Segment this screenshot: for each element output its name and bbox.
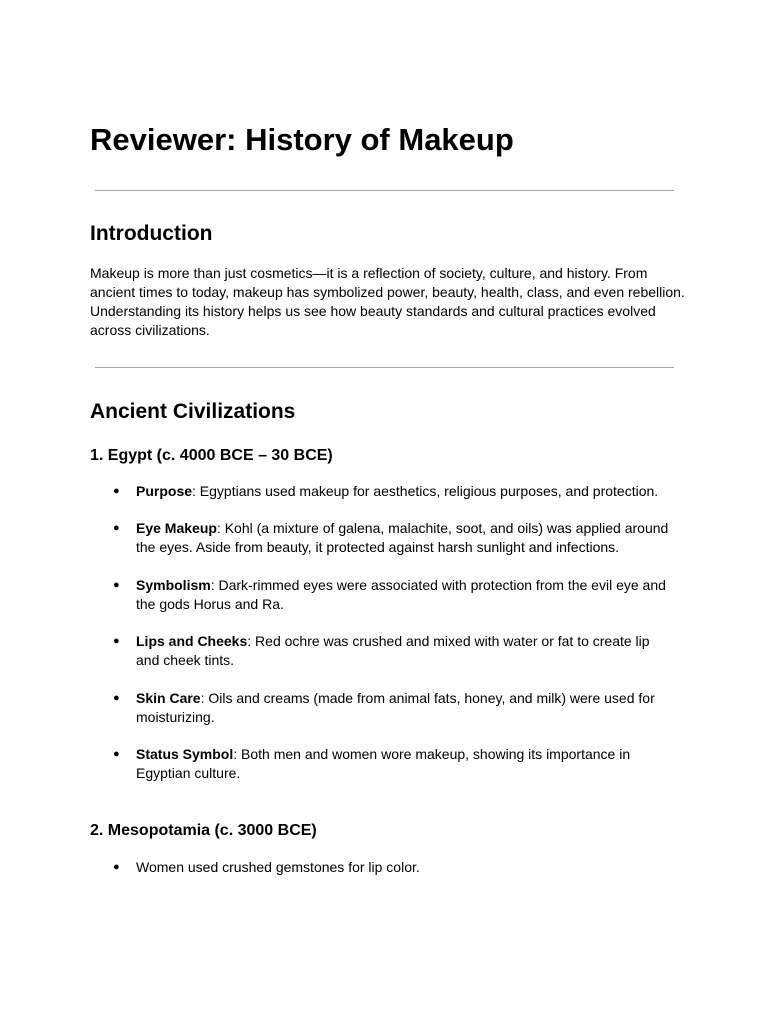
mesopotamia-heading: 2. Mesopotamia (c. 3000 BCE) — [90, 822, 317, 839]
list-item-text — [136, 745, 676, 783]
introduction-heading: Introduction — [90, 222, 213, 245]
list-item-description: : Oils and creams (made from animal fats, honey, and milk) were used for moisturizing. — [136, 690, 655, 725]
list-item-term: Purpose — [136, 483, 193, 499]
bullet-icon: ● — [113, 692, 120, 704]
list-item-text — [136, 858, 676, 877]
egypt-heading: 1. Egypt (c. 4000 BCE – 30 BCE) — [90, 447, 333, 464]
list-item-term: Skin Care — [136, 690, 201, 706]
list-item-description: : Kohl (a mixture of galena, malachite, soot, and oils) was applied around the eyes. Aside from beauty, it protected against harsh sunlight and infections. — [136, 520, 669, 555]
list-item-term: Status Symbol — [136, 746, 234, 762]
list-item-text — [136, 519, 676, 557]
introduction-paragraph: Makeup is more than just cosmetics—it is a reflection of society, culture, and history. From ancient times to today, makeup has symbolized power, beauty, health, class, and even rebellion. Understanding its history helps us see how beauty standards and cultural practices evolved across civilizations. — [90, 265, 685, 338]
bullet-icon: ● — [113, 579, 120, 591]
bullet-icon: ● — [113, 635, 120, 647]
list-item-term: Eye Makeup — [136, 520, 217, 536]
horizontal-divider — [95, 367, 674, 368]
document-title: Reviewer: History of Makeup — [90, 122, 514, 157]
bullet-icon: ● — [113, 748, 120, 760]
list-item-description: : Egyptians used makeup for aesthetics, religious purposes, and protection. — [192, 483, 659, 499]
list-item-term: Symbolism — [136, 577, 211, 593]
ancient-civilizations-heading: Ancient Civilizations — [90, 400, 296, 423]
bullet-icon: ● — [113, 522, 120, 534]
list-item-text — [136, 482, 676, 501]
list-item-text — [136, 689, 676, 727]
bullet-icon: ● — [113, 861, 120, 873]
list-item-term: Lips and Cheeks — [136, 633, 248, 649]
list-item-description: : Both men and women wore makeup, showing its importance in Egyptian culture. — [136, 746, 631, 781]
list-item-description: : Red ochre was crushed and mixed with water or fat to create lip and cheek tints. — [136, 633, 650, 668]
list-item-description: : Dark-rimmed eyes were associated with protection from the evil eye and the gods Horus and Ra. — [136, 577, 666, 612]
bullet-icon: ● — [113, 485, 120, 497]
list-item-description: Women used crushed gemstones for lip color. — [136, 859, 420, 875]
list-item-text — [136, 576, 676, 614]
horizontal-divider — [95, 190, 674, 191]
list-item-text — [136, 632, 676, 670]
